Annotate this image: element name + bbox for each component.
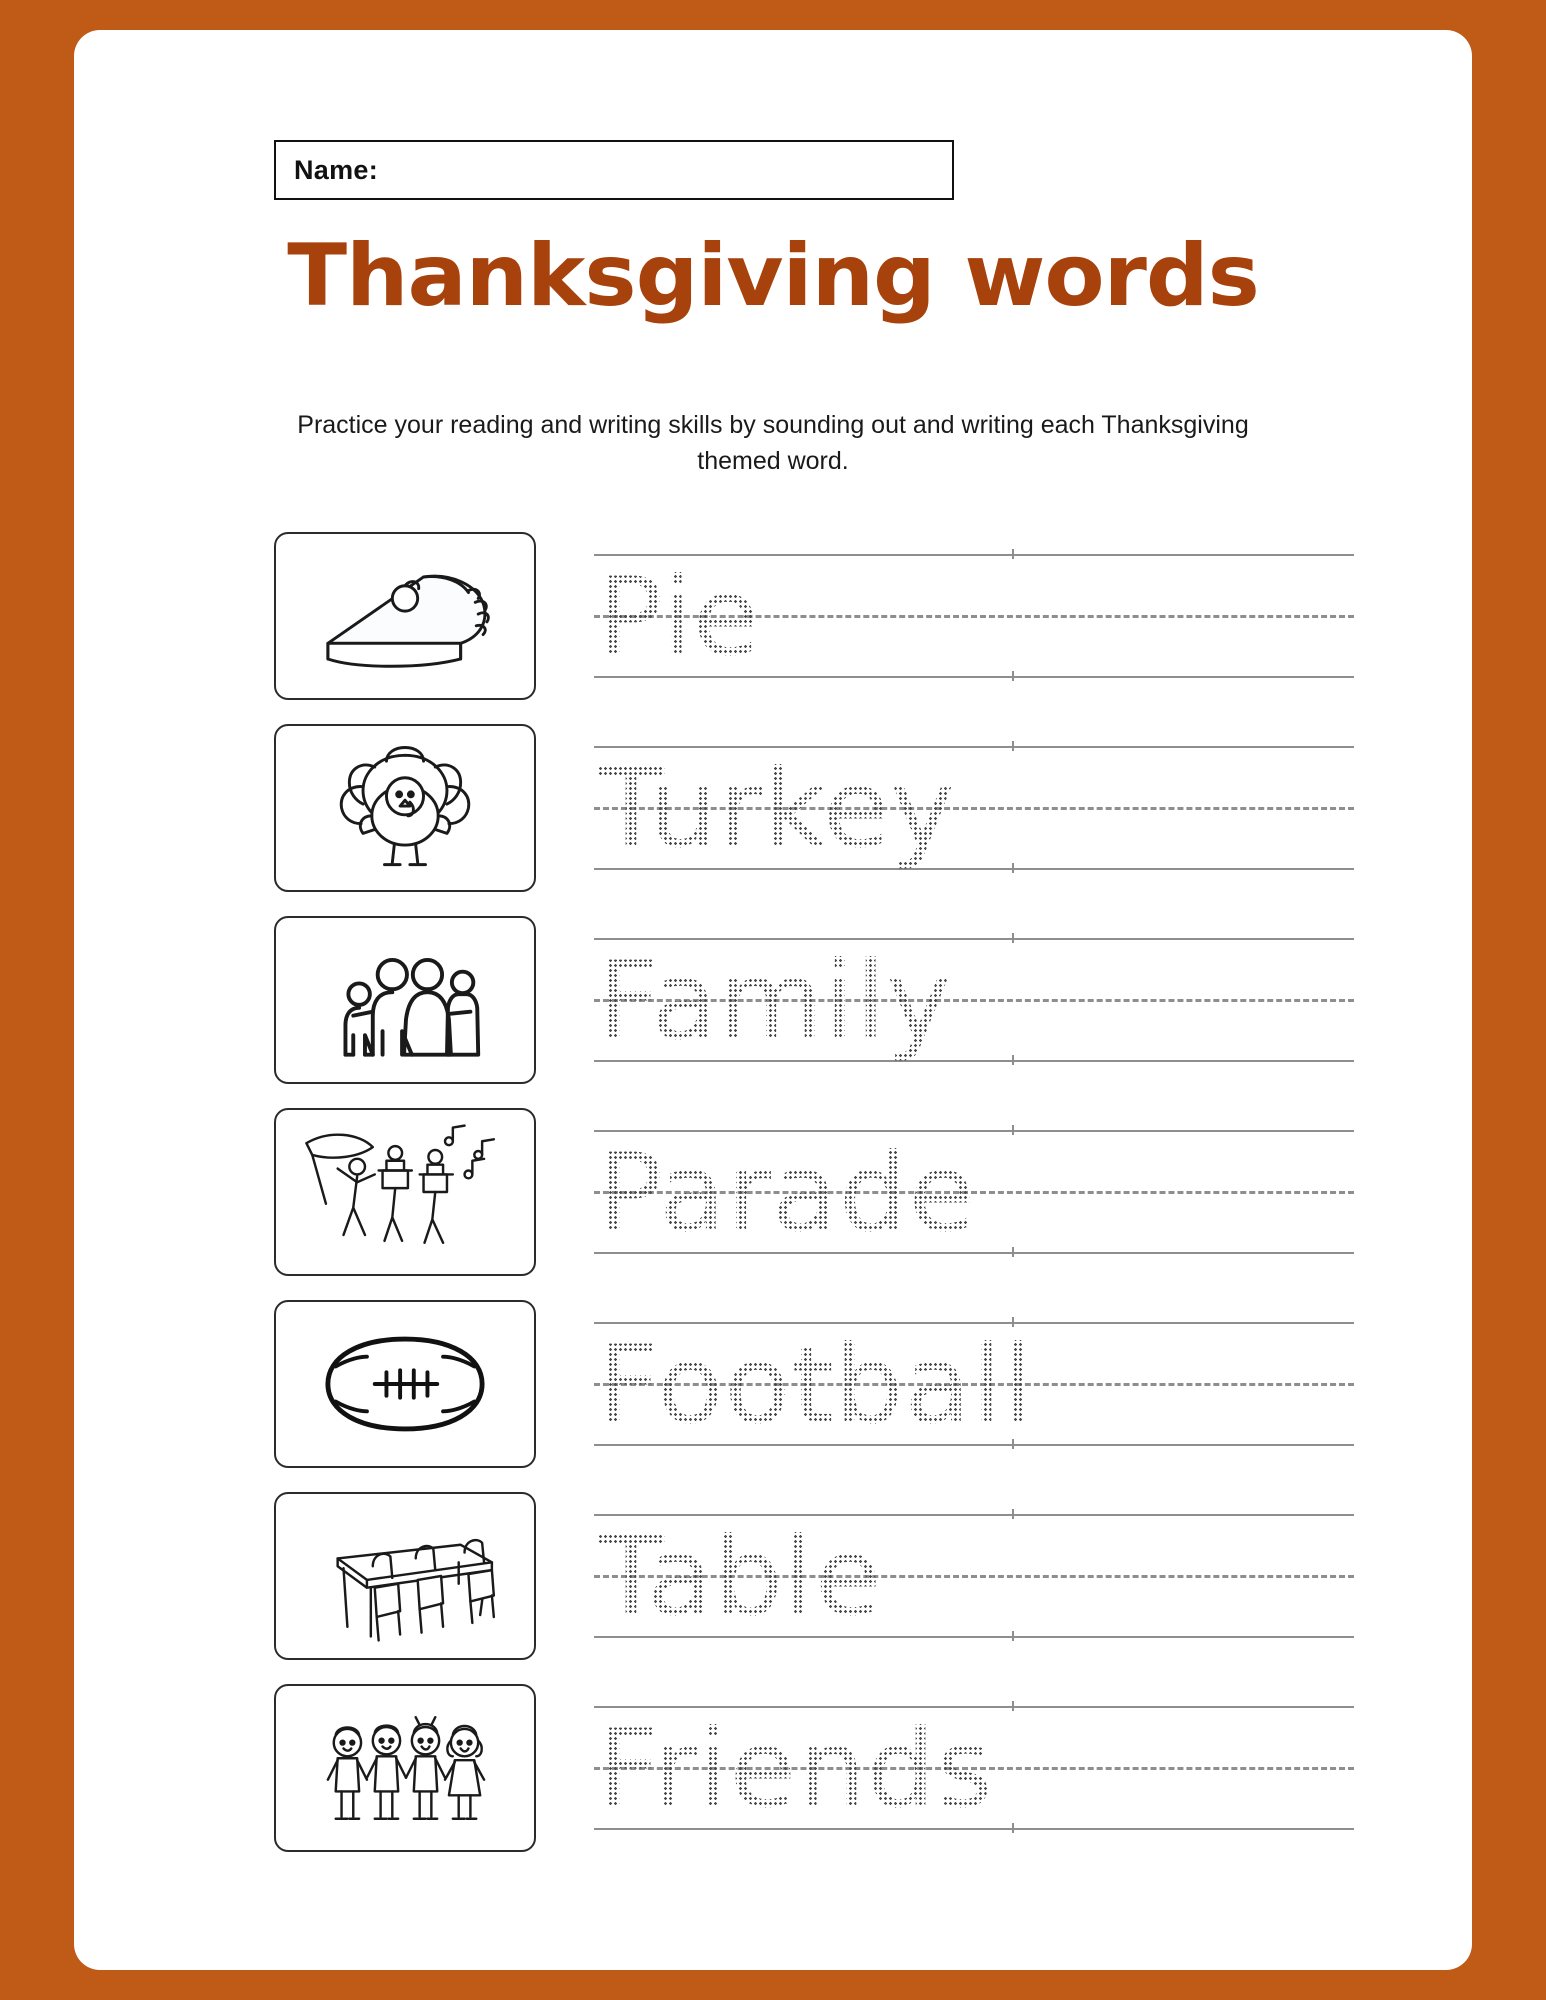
worksheet-page	[74, 30, 1472, 1970]
name-label: Name:	[294, 154, 379, 185]
word-row	[274, 1096, 1354, 1288]
tracing-line[interactable]	[594, 916, 1354, 1084]
trace-word: Football	[598, 1312, 1034, 1460]
family-icon	[274, 916, 536, 1084]
tracing-line[interactable]	[594, 724, 1354, 892]
trace-word: Pie	[598, 544, 760, 692]
parade-icon	[274, 1108, 536, 1276]
turkey-icon	[274, 724, 536, 892]
word-row	[274, 1672, 1354, 1864]
page-subtitle: Practice your reading and writing skills by sounding out and writing each Thanksgiving themed word.	[297, 411, 1249, 475]
football-icon	[274, 1300, 536, 1468]
trace-word: Turkey	[598, 736, 955, 884]
name-field[interactable]	[274, 140, 954, 200]
word-row	[274, 520, 1354, 712]
tick-mark	[1012, 741, 1014, 751]
tick-mark	[1012, 933, 1014, 943]
word-row	[274, 1480, 1354, 1672]
trace-word: Parade	[598, 1120, 976, 1268]
tick-mark	[1012, 1509, 1014, 1519]
tracing-line[interactable]	[594, 1492, 1354, 1660]
tracing-line[interactable]	[594, 1108, 1354, 1276]
tracing-line[interactable]	[594, 532, 1354, 700]
friends-icon	[274, 1684, 536, 1852]
word-row	[274, 904, 1354, 1096]
tracing-line[interactable]	[594, 1684, 1354, 1852]
trace-word: Family	[598, 928, 952, 1076]
page-title: Thanksgiving words	[287, 226, 1259, 326]
word-row	[274, 1288, 1354, 1480]
pie-slice-icon	[274, 532, 536, 700]
word-rows	[274, 520, 1354, 1864]
table-icon	[274, 1492, 536, 1660]
tick-mark	[1012, 1701, 1014, 1711]
tracing-line[interactable]	[594, 1300, 1354, 1468]
tick-mark	[1012, 1125, 1014, 1135]
tick-mark	[1012, 549, 1014, 559]
trace-word: Friends	[598, 1696, 993, 1844]
word-row	[274, 712, 1354, 904]
trace-word: Table	[598, 1504, 882, 1652]
